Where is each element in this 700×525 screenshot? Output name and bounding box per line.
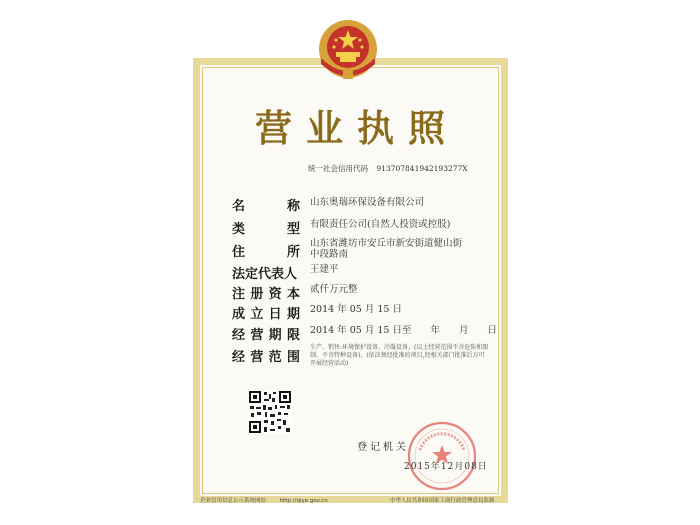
field-label-established: 成 立 日 期 (232, 307, 300, 322)
field-value-name: 山东奥瑞环保设备有限公司 (310, 197, 425, 208)
field-value-term: 2014 年 05 月 15 日至 年 月 日 (310, 325, 497, 336)
footer-url-link[interactable]: http://qiye.gov.cn (279, 498, 328, 504)
field-value-address: 山东省潍坊市安丘市新安街道健山街中段路南 (310, 238, 463, 260)
field-label-type: 类 型 (232, 222, 300, 237)
official-seal-icon (406, 420, 478, 492)
field-value-capital: 贰仟万元整 (310, 284, 358, 295)
field-label-term: 经 营 期 限 (232, 328, 300, 343)
footer-right: 中华人民共和国国家工商行政管理总局监制 (390, 498, 495, 504)
registration-authority-label: 登记机关 (357, 442, 409, 453)
field-label-address: 住 所 (232, 245, 300, 260)
credit-code-row (308, 163, 468, 174)
field-label-name: 名 称 (232, 199, 300, 214)
field-label-capital: 注 册 资 本 (232, 287, 300, 302)
business-scope-text: 生产、销售:环境保护设备、冷凝设备。(以上经营范围不含危险和限制、不含特种设备)。(依法须经批准的项目,经相关部门批准后方可开展经营活动) (310, 344, 489, 367)
field-value-established: 2014 年 05 月 15 日 (310, 304, 402, 315)
license-title: 营业执照 (255, 107, 459, 150)
registration-date: 2015年12月08日 (404, 462, 488, 472)
credit-code-label: 统一社会信用代码 (308, 164, 368, 173)
national-emblem-icon (315, 18, 381, 82)
footer-left (200, 496, 328, 504)
field-value-legal-rep: 王建平 (310, 264, 339, 275)
credit-code-value: 913707841942193277X (376, 164, 468, 173)
field-label-scope: 经 营 范 围 (232, 350, 300, 365)
qr-code-icon (248, 390, 292, 434)
field-value-type: 有限责任公司(自然人投资或控股) (310, 219, 451, 230)
field-label-legal-rep: 法定代表人 (232, 267, 298, 282)
footer-system-label: 企业信用信息公示系统网址: (200, 498, 268, 504)
